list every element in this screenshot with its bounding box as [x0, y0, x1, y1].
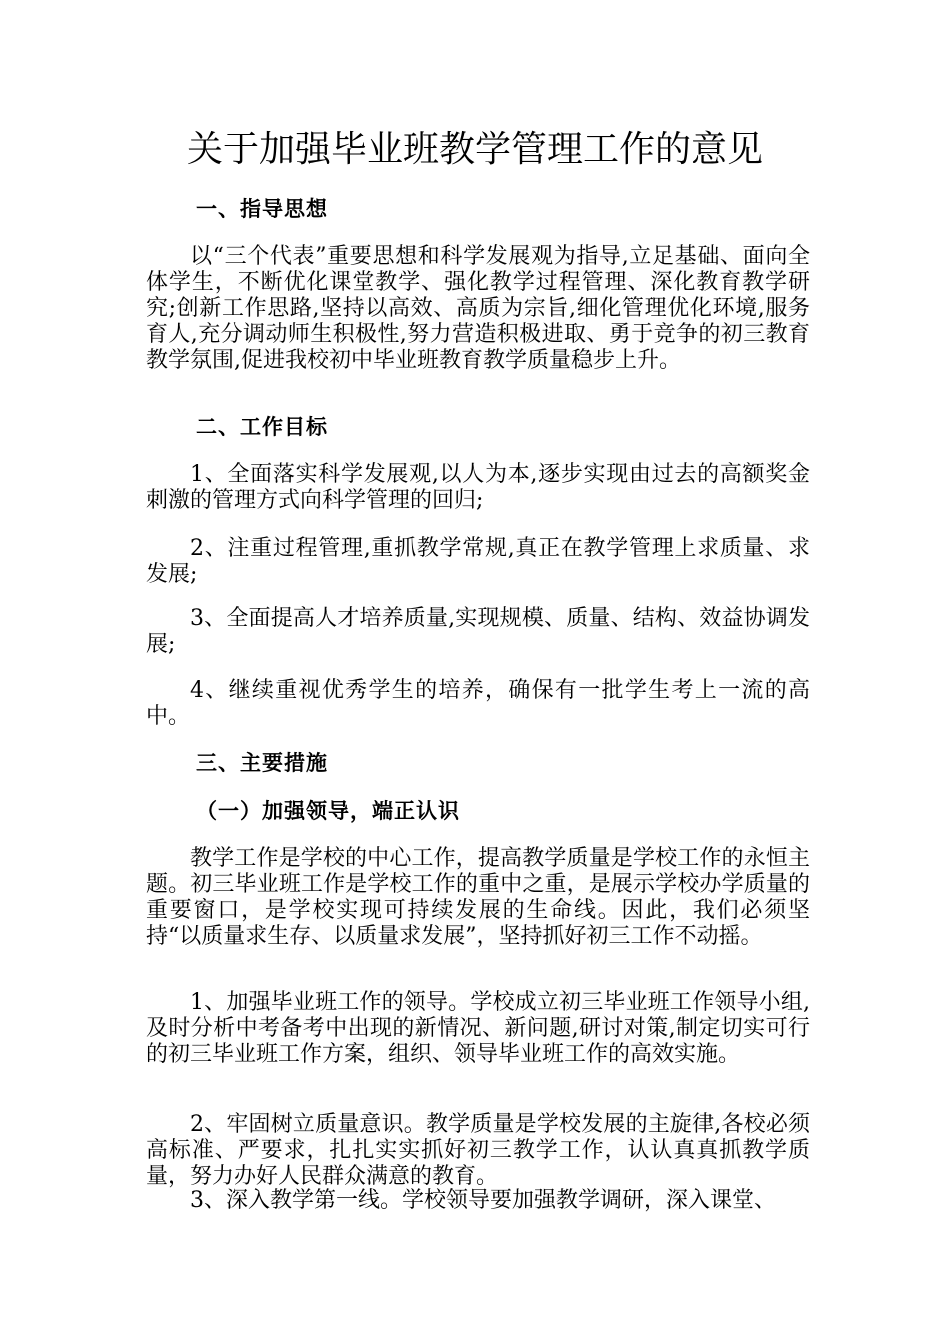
document-title: 关于加强毕业班教学管理工作的意见: [186, 129, 763, 170]
list-item-measure-2: 2、牢固树立质量意识。教学质量是学校发展的主旋律,各校必须高标准、严要求，扎扎实实抓好初三教学工作，认认真真抓教学质量，努力办好人民群众满意的教育。: [146, 1112, 810, 1189]
list-item-goal-3: 3、全面提高人才培养质量,实现规模、质量、结构、效益协调发展;: [146, 606, 810, 657]
section-heading-main-measures: 三、主要措施: [196, 751, 328, 775]
list-item-goal-1: 1、全面落实科学发展观,以人为本,逐步实现由过去的高额奖金刺激的管理方式向科学管理的回归;: [146, 462, 810, 513]
list-item-goal-4: 4、继续重视优秀学生的培养，确保有一批学生考上一流的高中。: [146, 678, 810, 729]
subsection-heading-leadership: （一）加强领导，端正认识: [196, 799, 460, 823]
list-item-measure-1: 1、加强毕业班工作的领导。学校成立初三毕业班工作领导小组,及时分析中考备考中出现的新情况、新问题,研讨对策,制定切实可行的初三毕业班工作方案，组织、领导毕业班工作的高效实施。: [146, 990, 810, 1067]
paragraph-guiding-ideology: 以“三个代表”重要思想和科学发展观为指导,立足基础、面向全体学生，不断优化课堂教学、强化教学过程管理、深化教育教学研究;创新工作思路,坚持以高效、高质为宗旨,细化管理优化环境,服务育人,充分调动师生积极性,努力营造积极进取、勇于竞争的初三教育教学氛围,促进我校初中毕业班教育教学质量稳步上升。: [146, 244, 810, 373]
paragraph-leadership-intro: 教学工作是学校的中心工作，提高教学质量是学校工作的永恒主题。初三毕业班工作是学校工作的重中之重，是展示学校办学质量的重要窗口，是学校实现可持续发展的生命线。因此，我们必须坚持“以质量求生存、以质量求发展”，坚持抓好初三工作不动摇。: [146, 846, 810, 949]
list-item-measure-3: 3、深入教学第一线。学校领导要加强教学调研，深入课堂、: [190, 1188, 776, 1213]
section-heading-work-goals: 二、工作目标: [196, 415, 328, 439]
section-heading-guiding-ideology: 一、指导思想: [196, 197, 328, 221]
list-item-goal-2: 2、注重过程管理,重抓教学常规,真正在教学管理上求质量、求发展;: [146, 536, 810, 587]
